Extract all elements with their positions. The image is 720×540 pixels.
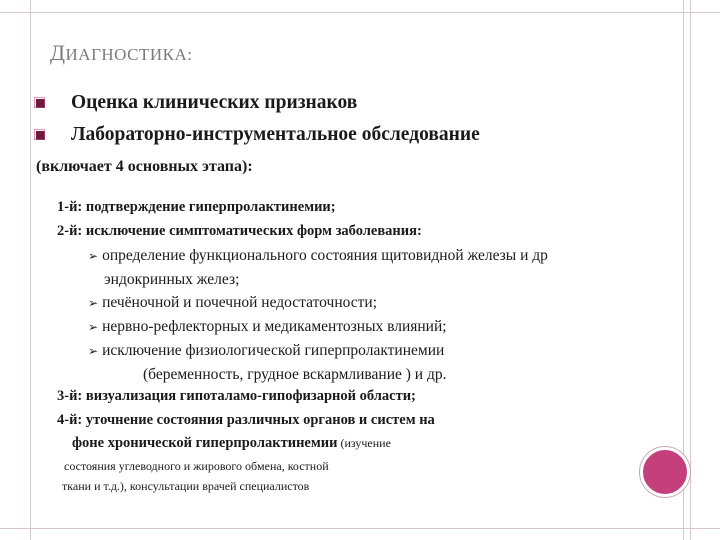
sub-item xyxy=(88,318,447,336)
detail-line: состояния углеводного и жирового обмена, костной xyxy=(64,459,329,473)
step-4-continuation xyxy=(72,435,391,452)
square-bullet-icon xyxy=(36,131,45,140)
stages-note: (включает 4 основных этапа): xyxy=(36,158,253,175)
arrow-bullet-icon: ➢ xyxy=(88,296,99,310)
sub-item-continuation: (беременность, грудное вскармливание ) и др. xyxy=(143,366,447,383)
step-4-bold-text: фоне хронической гиперпролактинемии xyxy=(72,435,338,451)
title-capital: Д xyxy=(50,40,66,65)
arrow-bullet-icon: ➢ xyxy=(88,249,99,263)
bullet-text: Лабораторно-инструментальное обследование xyxy=(71,124,480,145)
bullet-text: Оценка клинических признаков xyxy=(71,92,358,113)
sub-item-text: печёночной и почечной недостаточности; xyxy=(102,294,378,311)
sub-item-text: нервно-рефлекторных и медикаментозных влияний; xyxy=(102,318,447,335)
sub-item xyxy=(88,342,444,360)
arrow-bullet-icon: ➢ xyxy=(88,320,99,334)
step-1: 1-й: подтверждение гиперпролактинемии; xyxy=(57,199,336,215)
title-colon: : xyxy=(187,45,193,64)
bullet-item xyxy=(36,92,357,114)
detail-line: ткани и т.д.), консультации врачей специалистов xyxy=(62,479,310,493)
slide-title xyxy=(50,40,193,66)
title-rest: ИАГНОСТИКА xyxy=(65,45,188,64)
step-3: 3-й: визуализация гипоталамо-гипофизарной области; xyxy=(57,388,416,404)
arrow-bullet-icon: ➢ xyxy=(88,344,99,358)
sub-item-text: определение функционального состояния щитовидной железы и др xyxy=(102,247,548,264)
frame-line-left xyxy=(30,0,31,540)
sub-item xyxy=(88,294,377,312)
bullet-item xyxy=(36,124,480,146)
square-bullet-icon xyxy=(36,99,45,108)
sub-item-continuation: эндокринных желез; xyxy=(104,271,240,288)
frame-line-right-outer xyxy=(690,0,691,540)
sub-item xyxy=(88,247,548,265)
decorative-circle xyxy=(640,447,690,497)
sub-item-text: исключение физиологической гиперпролактинемии xyxy=(102,342,445,359)
step-4: 4-й: уточнение состояния различных органов и систем на xyxy=(57,412,435,428)
step-2: 2-й: исключение симптоматических форм заболевания: xyxy=(57,223,422,239)
frame-line-top xyxy=(0,12,720,13)
step-4-note-text: (изучение xyxy=(337,436,391,450)
frame-line-bottom xyxy=(0,528,720,529)
